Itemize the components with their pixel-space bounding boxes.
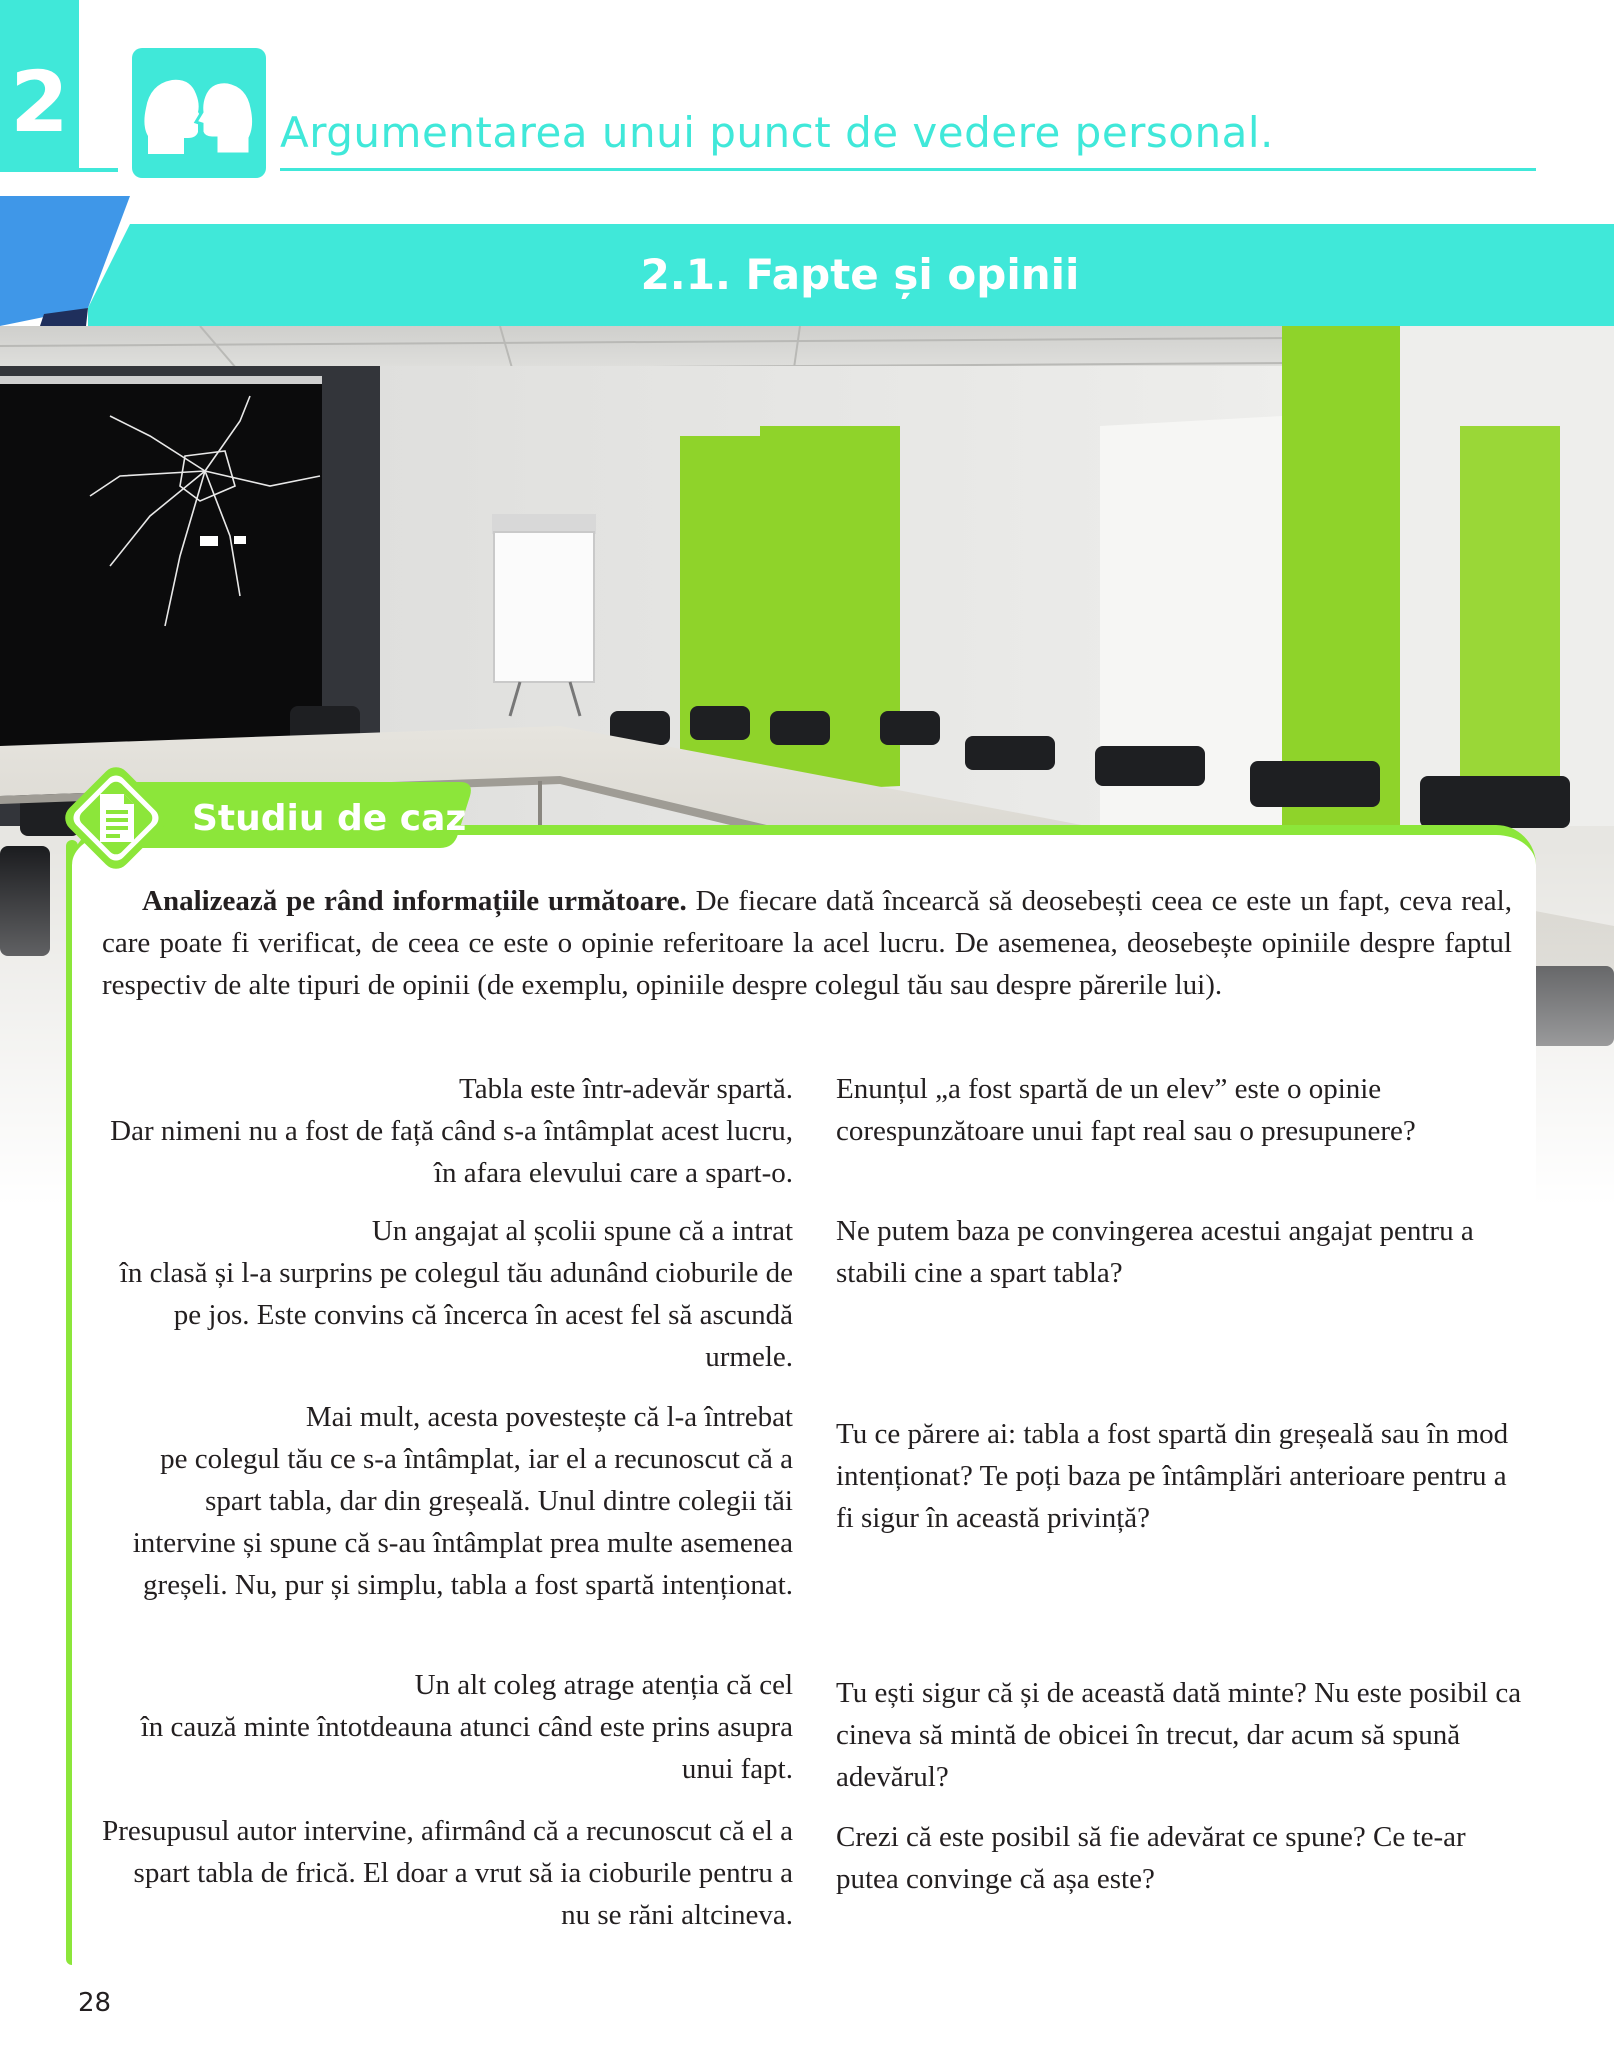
- question-2: Ne putem baza pe convingerea acestui angajat pentru a stabili cine a spart tabla?: [836, 1215, 1474, 1289]
- statement-5: Presupusul autor intervine, afirmând că a recunoscut că el a spart tabla de frică. El doar a vrut să ia cioburile pentru a nu se răni altcineva.: [102, 1815, 793, 1931]
- chapter-tab: [0, 0, 79, 168]
- lesson-title: 2.1. Fapte și opinii: [640, 250, 1080, 299]
- document-icon: [100, 794, 134, 842]
- chapter-number: 2: [10, 53, 69, 151]
- question-1: Enunțul „a fost spartă de un elev” este o opinie corespunzătoare unui fapt real sau o presupunere?: [836, 1073, 1416, 1147]
- question-5: Crezi că este posibil să fie adevărat ce spune? Ce te-ar putea convinge că așa este?: [836, 1821, 1466, 1895]
- question-4: Tu ești sigur că și de această dată minte? Nu este posibil ca cineva să mintă de obicei în trecut, dar acum să spună adevărul?: [836, 1677, 1522, 1793]
- intro-text: De fiecare dată încearcă să deosebești ceea ce este un fapt, ceva real, care poate fi verificat, de ceea ce este o opinie referitoare la acel lucru. De asemenea, deosebește opiniile despre faptul respectiv de alte tipuri de opinii (de exemplu, opiniile despre colegul tău sau despre părerile lui).: [102, 885, 1512, 1001]
- unit-title: Argumentarea unui punct de vedere personal.: [280, 108, 1274, 157]
- statement-3: Mai mult, acesta povestește că l-a întrebat pe colegul tău ce s-a întâmplat, iar el a recunoscut că a spart tabla, dar din greșeală. Unul dintre colegii tăi intervine și spune că s-au întâmplat prea multe asemenea greșeli. Nu, pur și simplu, tabla a fost spartă intenționat.: [132, 1401, 793, 1601]
- two-faces-icon: [138, 56, 260, 170]
- statement-4: Un alt coleg atrage atenția că cel în cauză minte întotdeauna atunci când este prins asupra unui fapt.: [140, 1669, 793, 1785]
- intro-instruction: Analizează pe rând informațiile următoare.: [142, 885, 687, 917]
- case-study-badge: [56, 758, 176, 878]
- statement-2: Un angajat al școlii spune că a intrat în clasă și l-a surprins pe colegul tău adunând cioburile de pe jos. Este convins că încerca în acest fel să ascundă urmele.: [119, 1215, 793, 1373]
- case-study-title: Studiu de caz: [192, 798, 467, 839]
- case-study-intro: [102, 880, 1512, 1006]
- unit-title-rule: [280, 168, 1536, 171]
- page-number: 28: [78, 1988, 112, 2018]
- question-3: Tu ce părere ai: tabla a fost spartă din greșeală sau în mod intenționat? Te poți baza pe întâmplări anterioare pentru a fi sigur în această privință?: [836, 1418, 1509, 1534]
- unit-icon-tile: [132, 48, 266, 178]
- chapter-underline: [0, 168, 118, 172]
- statement-1: Tabla este într-adevăr spartă. Dar nimeni nu a fost de față când s-a întâmplat acest lucru, în afara elevului care a spart-o.: [110, 1073, 793, 1189]
